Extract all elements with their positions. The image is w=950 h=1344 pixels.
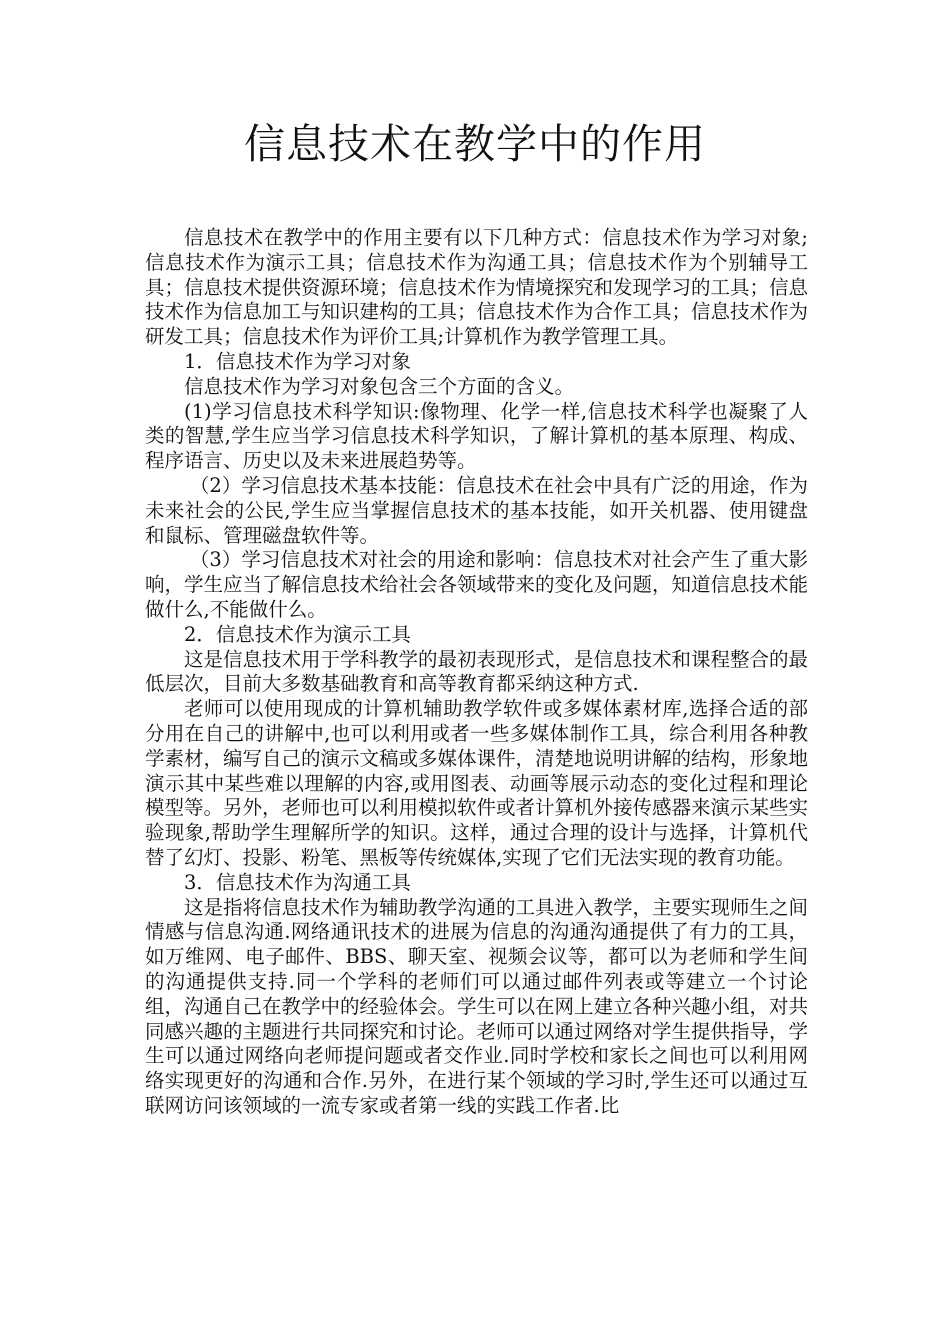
paragraph-item-2: （2）学习信息技术基本技能：信息技术在社会中具有广泛的用途，作为未来社会的公民,学生应当掌握信息技术的基本技能，如开关机器、使用键盘和鼠标、管理磁盘软件等。: [145, 473, 808, 547]
section-heading-communication-tool: 3．信息技术作为沟通工具: [184, 870, 411, 894]
paragraph-item-1: (1)学习信息技术科学知识:像物理、化学一样,信息技术科学也凝聚了人类的智慧,学生应当学习信息技术科学知识，了解计算机的基本原理、构成、程序语言、历史以及未来进展趋势等。: [145, 399, 808, 473]
section-heading-learning-object: 1．信息技术作为学习对象: [184, 349, 411, 373]
paragraph-intro: 信息技术在教学中的作用主要有以下几种方式：信息技术作为学习对象;信息技术作为演示工具；信息技术作为沟通工具；信息技术作为个别辅导工具；信息技术提供资源环境；信息技术作为情境探究和发现学习的工具；信息技术作为信息加工与知识建构的工具；信息技术作为合作工具；信息技术作为研发工具；信息技术作为评价工具;计算机作为教学管理工具。: [145, 226, 809, 349]
paragraph-three-meanings: 信息技术作为学习对象包含三个方面的含义。: [184, 374, 575, 398]
section-heading-demonstration-tool: 2．信息技术作为演示工具: [184, 622, 411, 646]
document-body: [145, 226, 808, 1119]
paragraph-communication-detail: 这是指将信息技术作为辅助教学沟通的工具进入教学，主要实现师生之间情感与信息沟通.网络通讯技术的进展为信息的沟通沟通提供了有力的工具，如万维网、电子邮件、BBS、聊天室、视频会议等，都可以为老师和学生间的沟通提供支持.同一个学科的老师们可以通过邮件列表或等建立一个讨论组，沟通自己在教学中的经验体会。学生可以在网上建立各种兴趣小组，对共同感兴趣的主题进行共同探究和讨论。老师可以通过网络对学生提供指导，学生可以通过网络向老师提问题或者交作业.同时学校和家长之间也可以利用网络实现更好的沟通和合作.另外，在进行某个领域的学习时,学生还可以通过互联网访问该领域的一流专家或者第一线的实践工作者.比: [145, 895, 809, 1117]
paragraph-demonstration-detail: 老师可以使用现成的计算机辅助教学软件或多媒体素材库,选择合适的部分用在自己的讲解中,也可以利用或者一些多媒体制作工具，综合利用各种教学素材，编写自己的演示文稿或多媒体课件，清楚地说明讲解的结构，形象地演示其中某些难以理解的内容,或用图表、动画等展示动态的变化过程和理论模型等。另外，老师也可以利用模拟软件或者计算机外接传感器来演示某些实验现象,帮助学生理解所学的知识。这样，通过合理的设计与选择，计算机代替了幻灯、投影、粉笔、黑板等传统媒体,实现了它们无法实现的教育功能。: [145, 697, 809, 869]
document-title: 信息技术在教学中的作用: [244, 120, 706, 168]
paragraph-demonstration-intro: 这是信息技术用于学科教学的最初表现形式，是信息技术和课程整合的最低层次，目前大多数基础教育和高等教育都采纳这种方式.: [145, 647, 809, 696]
paragraph-item-3: （3）学习信息技术对社会的用途和影响：信息技术对社会产生了重大影响，学生应当了解信息技术给社会各领域带来的变化及问题，知道信息技术能做什么,不能做什么。: [145, 548, 809, 621]
